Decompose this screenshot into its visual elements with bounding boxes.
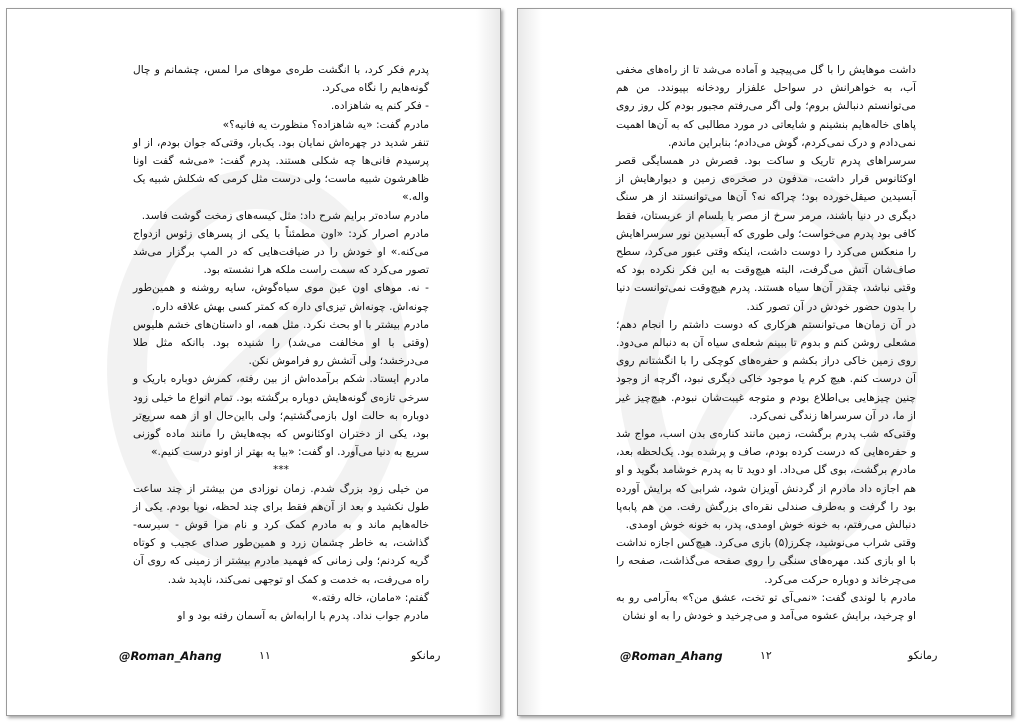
paragraph: تنفر شدید در چهره‌اش نمایان بود. یک‌بار، وقتی‌که جوان بودم، از او پرسیدم فانی‌ها چه شکلی هستند. پدرم گفت: «می‌شه گفت اونا ظاهرشون شبیه ماست؛ ولی درست مثل کرمی که شکلش شبیه یک واله.» [133, 136, 429, 204]
book-page-left [6, 8, 501, 716]
page-number: ۱۱ [259, 649, 271, 662]
page-gutter-shadow [518, 9, 542, 715]
page-body-text [133, 61, 429, 625]
channel-handle: @Roman_Ahang [119, 649, 222, 663]
paragraph: پدرم فکر کرد، با انگشت طره‌ی موهای مرا لمس، چشمانم و چال گونه‌هایم را نگاه می‌کرد. [133, 64, 429, 95]
paragraph: - نه. موهای اون عین موی سیاه‌گوش، سایه روشنه و همین‌طور چونه‌اش. چونه‌اش تیزی‌ای داره که کمتر کسی بهش علاقه داره. [133, 282, 429, 313]
page-gutter-shadow [476, 9, 500, 715]
page-number: ۱۲ [760, 649, 772, 662]
book-page-right [517, 8, 1012, 716]
paragraph: من خیلی زود بزرگ شدم. زمان نوزادی من بیشتر از چند ساعت طول نکشید و بعد از آن‌هم فقط برای چند لحظه، نوپا بودم. یکی از خاله‌هایم ماند و به مادرم کمک کرد و نام مرا قوش - سیرسه- گذاشت، به خاطر چشمان زرد و همین‌طور صدای عجیب و کوتاه گریه کردنم؛ ولی زمانی که فهمید مادرم بیشتر از زمینی که روی آن راه می‌رفت، به خدمت و کمک او توجهی نمی‌کند، ناپدید شد. [133, 482, 429, 586]
paragraph: سرسراهای پدرم تاریک و ساکت بود. قصرش در همسایگی قصر اوکئانوس قرار داشت، مدفون در صخره‌ی زمین و دیوارهایش از آبسیدین صیقل‌خورده بود؛ چراکه نه؟ آن‌ها می‌توانستند از هر سنگ دیگری در دنیا باشند، مرمر سرخ از مصر یا بلسام از عربستان، فقط کافی بود پدرم می‌خواست؛ ولی طوری که آبسیدین نور سرسراهایش را منعکس می‌کرد را دوست داشت، اینکه وقتی عبور می‌کرد، سطح صاف‌شان آتش می‌گرفت، البته هیچ‌وقت به این فکر نکرده بود که وقتی نباشد، چقدر آن‌ها سیاه هستند. پدرم هیچ‌وقت نمی‌توانست دنیا را بدون حضور خودش در آن تصور کند. [616, 155, 916, 313]
paragraph: مادرم جواب نداد. پدرم با ارابه‌اش به آسمان رفته بود و او [177, 610, 429, 623]
page-body-text [616, 61, 916, 625]
paragraph: مادرم ساده‌تر برایم شرح داد: مثل کیسه‌های زمخت گوشت فاسد. [141, 209, 429, 222]
page-footer [518, 649, 1011, 669]
channel-handle: @Roman_Ahang [620, 649, 723, 663]
paragraph: مادرم اصرار کرد: «اون مطمئناً با یکی از پسرهای زئوس ازدواج می‌کنه.» او خودش را در ضیافت‌هایی که در المپ برگزار می‌شد تصور می‌کرد که سمت راست ملکه هرا نشسته بود. [133, 227, 429, 277]
paragraph: مادرم با لوندی گفت: «نمی‌آی تو تخت، عشق من؟» به‌آرامی رو به او چرخید، برایش عشوه می‌آمد و می‌چرخید و خودش را به او نشان [616, 591, 916, 623]
paragraph: وقتی‌که شب پدرم برگشت، زمین مانند کناره‌ی بدن اسب، مواج شد و حفره‌هایی که درست کرده بودم، صاف و پرشده بود. یک‌لحظه بعد، مادرم برگشت، بوی گل می‌داد. او دوید تا به پدرم خوشامد بگوید و او هم اجازه داد مادرم از گردنش آویزان شود، شرابی که برایش آورده بود را گرفت و به‌طرف صندلی نقره‌ای بزرگش رفت. من هم پابه‌پا دنبالش می‌رفتم، به خونه خوش اومدی، پدر، به خونه خوش اومدی. [616, 428, 916, 532]
paragraph: مادرم بیشتر با او بحث نکرد. مثل همه، او داستان‌های خشم هلیوس (وقتی با او مخالفت می‌شد) را شنیده بود. باانکه مثل طلا می‌درخشد؛ ولی آتشش رو فراموش نکن. [133, 318, 429, 368]
footer-title: رمانکو [908, 649, 938, 662]
paragraph: مادرم گفت: «یه شاهزاده؟ منظورت یه فانیه؟» [222, 118, 429, 131]
page-footer [7, 649, 500, 669]
paragraph: وقتی شراب می‌نوشید، چکرز(۵) بازی می‌کرد. هیچ‌کس اجازه نداشت با او بازی کند. مهره‌های سنگی را روی صفحه می‌گذاشت، صفحه را می‌چرخاند و دوباره حرکت می‌کرد. [616, 537, 916, 586]
paragraph: مادرم ایستاد. شکم برآمده‌اش از بین رفته، کمرش دوباره باریک و سرخی تازه‌ی گونه‌هایش دوباره برگشته بود. تمام انواع ما خیلی زود دوباره به حالت اول بازمی‌گشتیم؛ ولی بااین‌حال او از همه سریع‌تر بود، یکی از دختران اوکئانوس که بچه‌هایش را مانند ماده گوزنی سریع به دنیا می‌آورد. او گفت: «بیا یه بهتر از اونو درست کنیم.» [133, 373, 429, 459]
paragraph: - فکر کنم یه شاهزاده. [330, 100, 429, 113]
paragraph: گفتم: «مامان، خاله رفته.» [311, 591, 429, 604]
section-separator: *** [273, 464, 289, 477]
paragraph: داشت موهایش را با گل می‌پیچید و آماده می‌شد تا از راه‌های مخفی آب، به خواهرانش در سواحل علفزار رودخانه بپیوندد. من هم می‌توانستم دنبالش بروم؛ ولی اگر می‌رفتم مجبور بودم کل روز روی پاهای خاله‌هایم بنشینم و شایعاتی در مورد مطالبی که به آن‌ها اهمیت نمی‌دادم و درک نمی‌کردم، گوش می‌دادم؛ بنابراین ماندم. [616, 64, 916, 149]
paragraph: در آن زمان‌ها می‌توانستم هرکاری که دوست داشتم را انجام دهم؛ مشعلی روشن کنم و بدوم تا ببینم شعله‌ی سیاه آن به دنبالم می‌دود. روی زمین خاکی دراز بکشم و حفره‌های کوچکی را با انگشتانم روی آن درست کنم. هیچ کرم یا موجود خاکی دیگری نبود، اگرچه از وجود چنین چیزهایی بی‌اطلاع بودم و متوجه غیبت‌شان نبودم. هیچ‌چیز غیر از ما، در آن سرسراها زندگی نمی‌کرد. [616, 318, 916, 422]
footer-title: رمانکو [411, 649, 441, 662]
